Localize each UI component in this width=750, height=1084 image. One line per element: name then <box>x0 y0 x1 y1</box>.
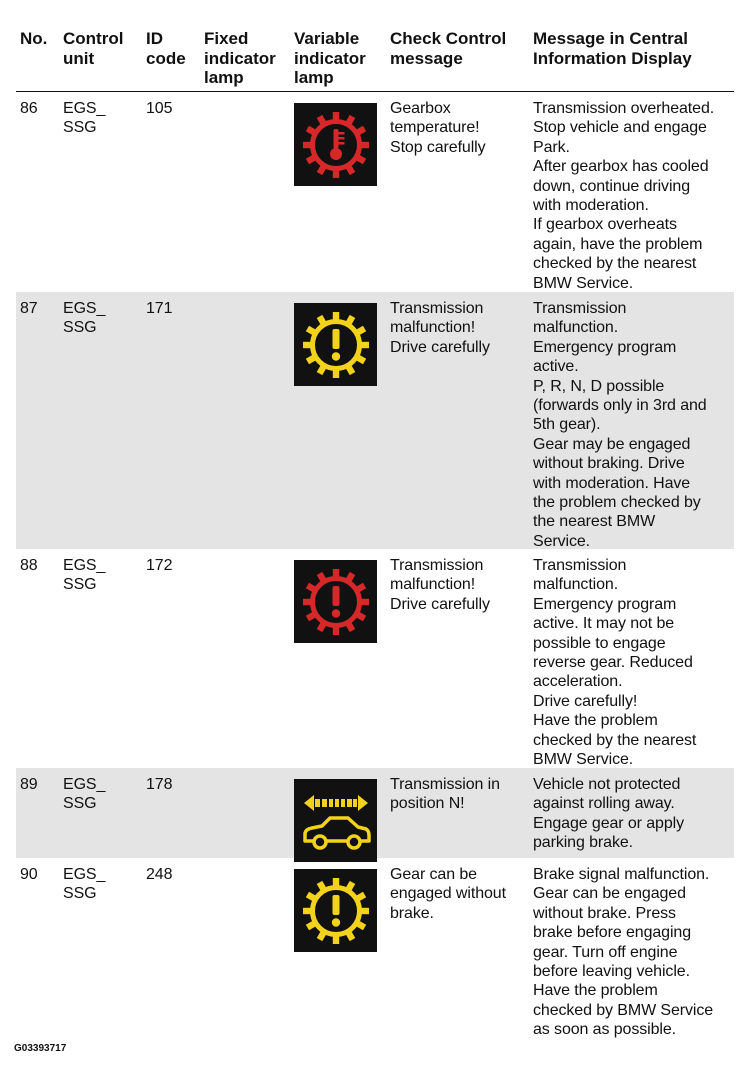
figure-code: G03393717 <box>14 1043 67 1054</box>
row-cid-message: Transmission malfunction. Emergency program active. It may not be possible to engage reverse gear. Reduced acceleration. Drive carefully! Have the problem checked by the nearest BMW Service. <box>533 557 697 769</box>
row-check-control-message: Gearbox temperature! Stop carefully <box>390 100 486 156</box>
row-no: 86 <box>20 100 38 117</box>
header-id-code: ID code <box>146 29 186 68</box>
row-fixed-lamp <box>204 292 294 549</box>
row-control-unit: EGS_ SSG <box>63 866 106 903</box>
row-variable-lamp <box>294 292 390 549</box>
row-fixed-lamp <box>204 92 294 292</box>
header-fixed-lamp: Fixed indicator lamp <box>204 29 276 87</box>
row-control-unit: EGS_ SSG <box>63 776 106 813</box>
row-variable-lamp <box>294 92 390 292</box>
row-id-code: 172 <box>146 557 173 574</box>
check-control-table <box>16 26 734 1058</box>
header-variable-lamp: Variable indicator lamp <box>294 29 366 87</box>
row-no: 87 <box>20 300 38 317</box>
table-row <box>16 292 734 549</box>
row-no: 89 <box>20 776 38 793</box>
row-cid-message: Transmission overheated. Stop vehicle and engage Park. After gearbox has cooled down, continue driving with moderation. If gearbox overheats again, have the problem checked by the nearest BMW Service. <box>533 100 715 292</box>
header-cid-message: Message in Central Information Display <box>533 29 692 68</box>
row-fixed-lamp <box>204 549 294 768</box>
row-cid-message: Transmission malfunction. Emergency program active. P, R, N, D possible (forwards only in 3rd and 5th gear). Gear may be engaged without braking. Drive with moderation. Have the problem checked by the nearest BMW Service. <box>533 300 707 550</box>
row-variable-lamp <box>294 858 390 1058</box>
vehicle-rolling-icon <box>296 781 376 861</box>
row-check-control-message: Transmission malfunction! Drive carefully <box>390 300 490 356</box>
row-cid-message: Brake signal malfunction. Gear can be engaged without brake. Press brake before engaging gear. Turn off engine before leaving vehicle. Have the problem checked by BMW Service as soon as possible. <box>533 866 714 1039</box>
header-check-control: Check Control message <box>390 29 507 68</box>
row-cid-message: Vehicle not protected against rolling away. Engage gear or apply parking brake. <box>533 776 685 852</box>
row-id-code: 105 <box>146 100 173 117</box>
row-variable-lamp <box>294 549 390 768</box>
transmission-warning-icon <box>296 871 376 951</box>
transmission-warning-icon <box>296 562 376 642</box>
row-id-code: 178 <box>146 776 173 793</box>
row-no: 88 <box>20 557 38 574</box>
gearbox-temperature-icon <box>296 105 376 185</box>
row-control-unit: EGS_ SSG <box>63 557 106 594</box>
row-check-control-message: Transmission malfunction! Drive carefully <box>390 557 490 613</box>
row-check-control-message: Gear can be engaged without brake. <box>390 866 506 922</box>
header-control-unit: Control unit <box>63 29 124 68</box>
row-check-control-message: Transmission in position N! <box>390 776 500 813</box>
row-control-unit: EGS_ SSG <box>63 100 106 137</box>
header-no: No. <box>20 29 48 48</box>
row-id-code: 248 <box>146 866 173 883</box>
table-row <box>16 768 734 858</box>
table-row <box>16 549 734 768</box>
transmission-warning-icon <box>296 305 376 385</box>
row-fixed-lamp <box>204 768 294 858</box>
row-no: 90 <box>20 866 38 883</box>
table-row <box>16 92 734 292</box>
row-fixed-lamp <box>204 858 294 1058</box>
row-control-unit: EGS_ SSG <box>63 300 106 337</box>
table-header <box>16 26 734 92</box>
row-variable-lamp <box>294 768 390 858</box>
row-id-code: 171 <box>146 300 173 317</box>
table-row <box>16 858 734 1058</box>
